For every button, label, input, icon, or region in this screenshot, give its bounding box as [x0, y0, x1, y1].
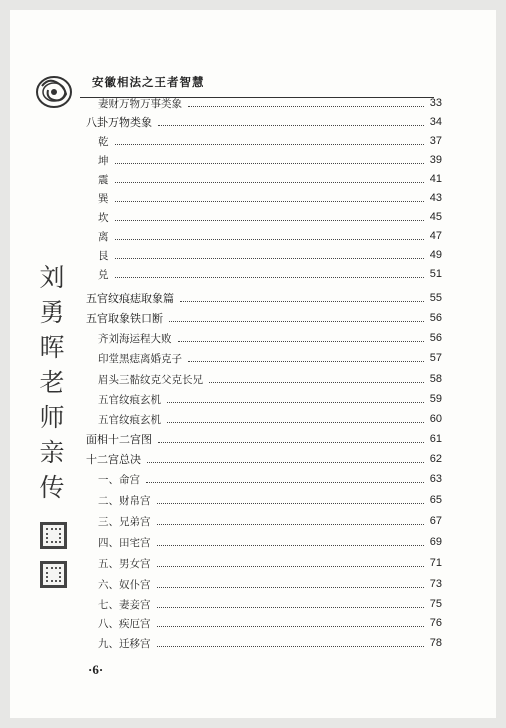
toc-entry-page: 34 — [429, 116, 442, 128]
toc-entry-page: 56 — [429, 332, 442, 344]
toc-entry-title: 兑 — [98, 268, 109, 281]
toc-leader-dots — [167, 422, 424, 423]
toc-entry-page: 47 — [429, 230, 442, 242]
toc-entry — [98, 576, 442, 592]
toc-entry — [98, 209, 442, 225]
toc-entry-page: 59 — [429, 393, 442, 405]
toc-leader-dots — [157, 566, 424, 567]
toc-entry-title: 艮 — [98, 249, 109, 262]
toc-leader-dots — [115, 220, 424, 221]
toc-leader-dots — [157, 524, 424, 525]
toc-entry-title: 五官纹痕玄机 — [98, 393, 161, 406]
toc-entry — [98, 615, 442, 631]
toc-leader-dots — [158, 442, 424, 443]
toc-entry-page: 62 — [429, 453, 442, 465]
page-number: ·6· — [88, 662, 104, 677]
side-title-char: 亲 — [39, 438, 65, 467]
toc-leader-dots — [115, 239, 424, 240]
toc-entry — [98, 534, 442, 550]
toc-entry — [98, 190, 442, 206]
toc-entry — [98, 330, 442, 346]
toc-entry — [98, 411, 442, 427]
toc-entry-page: 55 — [429, 292, 442, 304]
toc-entry-title: 八卦万物类象 — [86, 116, 152, 129]
toc-entry-title: 七、妻妾宫 — [98, 598, 151, 611]
book-page — [10, 10, 496, 718]
toc-leader-dots — [157, 626, 424, 627]
side-title-char: 师 — [39, 403, 65, 432]
toc-entry-title: 坤 — [98, 154, 109, 167]
toc-entry — [98, 492, 442, 508]
toc-entry-title: 一、命宫 — [98, 473, 140, 486]
toc-entry-page: 69 — [429, 536, 442, 548]
toc-entry-title: 面相十二宫图 — [86, 433, 152, 446]
toc-entry — [86, 310, 442, 326]
toc-entry-page: 56 — [429, 312, 442, 324]
toc-entry-title: 十二宫总决 — [86, 453, 141, 466]
toc-entry — [98, 635, 442, 651]
toc-entry-page: 37 — [429, 135, 442, 147]
toc-entry-title: 巽 — [98, 192, 109, 205]
toc-entry-page: 71 — [429, 557, 442, 569]
toc-entry-title: 二、财帛宫 — [98, 494, 151, 507]
toc-entry-title: 五官纹痕痣取象篇 — [86, 292, 174, 305]
toc-entry — [98, 133, 442, 149]
toc-entry-title: 坎 — [98, 211, 109, 224]
toc-entry-page: 75 — [429, 598, 442, 610]
side-title-char: 老 — [39, 368, 65, 397]
toc-entry-title: 五官纹痕玄机 — [98, 413, 161, 426]
toc-entry-page: 57 — [429, 352, 442, 364]
toc-entry — [98, 350, 442, 366]
toc-leader-dots — [188, 361, 424, 362]
toc-entry-page: 49 — [429, 249, 442, 261]
toc-leader-dots — [147, 462, 424, 463]
toc-leader-dots — [209, 382, 424, 383]
side-title-char: 晖 — [39, 333, 65, 362]
toc-entry — [98, 266, 442, 282]
toc-leader-dots — [158, 125, 424, 126]
toc-entry-title: 妻财万物万事类象 — [98, 97, 182, 110]
toc-entry — [98, 228, 442, 244]
toc-entry-title: 四、田宅宫 — [98, 536, 151, 549]
toc-entry — [98, 152, 442, 168]
toc-entry-title: 六、奴仆宫 — [98, 578, 151, 591]
toc-leader-dots — [180, 301, 424, 302]
toc-entry-page: 65 — [429, 494, 442, 506]
toc-entry — [98, 513, 442, 529]
toc-entry-page: 73 — [429, 578, 442, 590]
toc-leader-dots — [188, 106, 424, 107]
toc-entry — [98, 471, 442, 487]
toc-entry — [86, 290, 442, 306]
toc-entry-title: 三、兄弟宫 — [98, 515, 151, 528]
side-title-char: 传 — [39, 473, 65, 502]
toc-entry-title: 印堂黑痣离婚克子 — [98, 352, 182, 365]
toc-entry-title: 震 — [98, 173, 109, 186]
toc-leader-dots — [169, 321, 424, 322]
toc-entry-title: 齐刘海运程大败 — [98, 332, 172, 345]
toc-leader-dots — [157, 607, 424, 608]
toc-entry — [98, 596, 442, 612]
toc-entry-page: 43 — [429, 192, 442, 204]
toc-leader-dots — [157, 646, 424, 647]
toc-entry-page: 39 — [429, 154, 442, 166]
toc-entry — [98, 391, 442, 407]
toc-leader-dots — [178, 341, 424, 342]
toc-leader-dots — [157, 545, 424, 546]
toc-entry-page: 33 — [429, 97, 442, 109]
toc-entry-page: 51 — [429, 268, 442, 280]
toc-entry-title: 眉头三骷纹克父克长兄 — [98, 373, 203, 386]
toc-entry — [98, 95, 442, 111]
toc-entry-page: 61 — [429, 433, 442, 445]
toc-entry-page: 63 — [429, 473, 442, 485]
toc-leader-dots — [115, 182, 424, 183]
toc-entry-title: 五、男女宫 — [98, 557, 151, 570]
toc-entry-page: 58 — [429, 373, 442, 385]
toc-leader-dots — [167, 402, 424, 403]
toc-entry — [86, 451, 442, 467]
toc-entry — [86, 431, 442, 447]
toc-entry-page: 78 — [429, 637, 442, 649]
side-title-char: 勇 — [39, 298, 65, 327]
toc-entry-page: 41 — [429, 173, 442, 185]
toc-entry-title: 离 — [98, 230, 109, 243]
toc-leader-dots — [115, 163, 424, 164]
toc-entry-page: 76 — [429, 617, 442, 629]
toc-entry-title: 九、迁移宫 — [98, 637, 151, 650]
toc-leader-dots — [115, 258, 424, 259]
toc-leader-dots — [146, 482, 424, 483]
toc-leader-dots — [115, 144, 424, 145]
toc-entry — [98, 371, 442, 387]
toc-leader-dots — [115, 277, 424, 278]
toc-entry-title: 乾 — [98, 135, 109, 148]
toc-entry-title: 五官取象铁口断 — [86, 312, 163, 325]
toc-entry — [98, 555, 442, 571]
toc-entry — [98, 247, 442, 263]
table-of-contents — [10, 10, 496, 718]
toc-leader-dots — [157, 587, 424, 588]
side-title-char: 刘 — [39, 263, 65, 292]
toc-entry — [86, 114, 442, 130]
toc-entry — [98, 171, 442, 187]
header-title: 安徽相法之王者智慧 — [92, 75, 205, 89]
toc-entry-page: 67 — [429, 515, 442, 527]
toc-entry-title: 八、疾厄宫 — [98, 617, 151, 630]
toc-entry-page: 60 — [429, 413, 442, 425]
toc-entry-page: 45 — [429, 211, 442, 223]
toc-leader-dots — [115, 201, 424, 202]
toc-leader-dots — [157, 503, 424, 504]
